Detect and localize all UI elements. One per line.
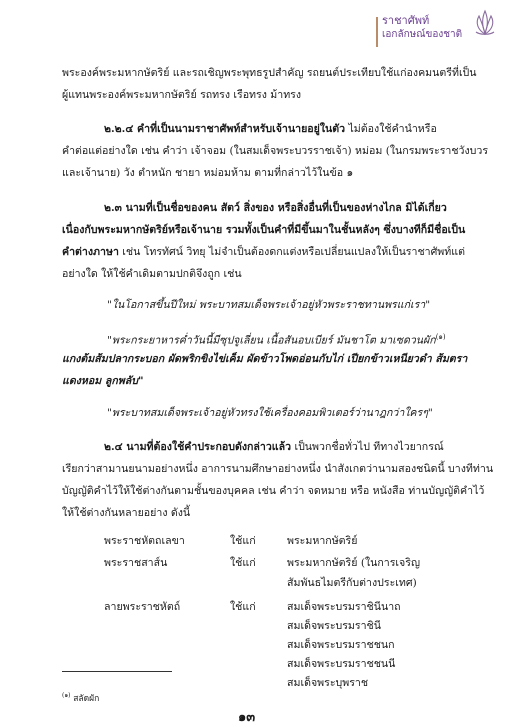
list-usage: พระมหากษัตริย์	[287, 535, 358, 547]
list-usage: สมเด็จพระบุพราช	[287, 677, 369, 689]
header-subtitle: เอกลักษณ์ของชาติ	[382, 29, 463, 40]
text-span: พระองค์พระมหากษัตริย์ และรถเชิญพระพุทธรูปสำคัญ รถยนต์ประเทียบใช้แก่องคมนตรีที่เป็น	[62, 67, 477, 79]
list-usage: พระมหากษัตริย์ (ในการเจริญ	[287, 557, 420, 569]
list-usage: สมเด็จพระบรมราชชนนี	[287, 658, 396, 670]
example-quote-2	[107, 330, 446, 348]
paragraph-line	[62, 506, 190, 520]
section-23-heading	[104, 201, 447, 215]
footnote-rule	[62, 671, 172, 672]
list-relation: ใช้แก่	[230, 601, 256, 613]
text-span: เช่น โทรทัศน์ วิทยุ ไม่จำเป็นต้องดกแต่งหรือเปลี่ยนแปลงให้เป็นราชาศัพท์แต่	[118, 246, 465, 258]
text-span: อย่างใด ให้ใช้คำเดิมตามปกติจึงถูก เช่น	[62, 268, 242, 280]
text-span: บัญญัติคำไว้ให้ใช้ต่างกันตามชั้นของบุคคล เช่น คำว่า จดหมาย หรือ หนังสือ ท่านบัญญัติคำไว้	[62, 485, 485, 497]
list-term: พระราชหัตถเลขา	[104, 535, 185, 547]
text-span: ๒.๓ นามที่เป็นชื่อของคน สัตว์ สิ่งของ หรือสิ่งอื่นที่เป็นของห่างไกล มิได้เกี่ยว	[104, 202, 447, 214]
paragraph-line	[62, 144, 488, 158]
paragraph-line	[62, 223, 465, 237]
list-usage: สัมพันธไมตรีกับต่างประเทศ)	[287, 577, 417, 589]
list-relation: ใช้แก่	[230, 557, 256, 569]
paragraph-line	[62, 88, 301, 102]
paragraph-line	[62, 245, 465, 259]
section-24-title: ๒.๔ นามที่ต้องใช้คำประกอบดังกล่าวแล้ว	[104, 441, 292, 453]
paragraph-line	[62, 352, 467, 366]
paragraph-line	[62, 462, 493, 476]
text-span: "พระบาทสมเด็จพระเจ้าอยู่หัวทรงใช้เครื่องคอมพิวเตอร์ว่านาฎกว่าใครๆ"	[107, 407, 433, 419]
text-span: "ในโอกาสขึ้นปีใหม่ พระบาทสมเด็จพระเจ้าอยู่หัวพระราชทานพรแก่เรา"	[107, 299, 431, 311]
paragraph-line	[62, 166, 353, 180]
text-span: ไม่ต้องใช้คำนำหรือ	[345, 123, 437, 135]
text-span: และเจ้านาย) วัง ตำหนัก ชายา หม่อมห้าม ตามที่กล่าวไว้ในข้อ ๑	[62, 167, 354, 179]
header-title: ราชาศัพท์	[382, 14, 430, 27]
example-quote-1	[107, 298, 430, 312]
paragraph-line	[62, 66, 477, 80]
text-span: เป็นพวกชื่อทั่วไป ทีทางไวยากรณ์	[291, 441, 444, 453]
list-relation: ใช้แก่	[230, 535, 256, 547]
footnote-text: สลัดผัก	[73, 693, 100, 704]
text-span: "พระกระยาหารค่ำวันนี้มีซุปจูเลี่ยน เนื้อสันอบเบียร์ มันชาโต มาเซดวนผัก	[107, 334, 436, 347]
text-span: ให้ใช้ต่างกันหลายอย่าง ดังนี้	[62, 507, 191, 519]
paragraph-line	[62, 267, 242, 281]
text-span: ผู้แทนพระองค์พระมหากษัตริย์ รถทรง เรือทรง ม้าทรง	[62, 89, 302, 101]
section-224-heading	[104, 122, 437, 136]
text-span: แกงต้มส้มปลากระบอก ผัดพริกขิงไข่เค็ม ผัดข้าวโพดอ่อนกับไก่ เปียกข้าวเหนียวดำ ส้มตรา	[62, 353, 468, 365]
paragraph-line	[62, 484, 484, 498]
paragraph-line	[62, 374, 144, 388]
list-usage: สมเด็จพระบรมราชชนก	[287, 639, 395, 651]
text-span: เรียกว่าสามานยนามอย่างหนึ่ง อาการนามศึกษาอย่างหนึ่ง นำสังเกตว่านามสองชนิดนี้ บางทีท่าน	[62, 463, 494, 475]
list-term: ลายพระราชหัตถ์	[104, 601, 181, 613]
lotus-logo-icon	[470, 8, 500, 38]
footnote	[62, 690, 99, 705]
page-number: ๑๓	[238, 710, 256, 725]
text-span: เนื่องกับพระมหากษัตริย์หรือเจ้านาย รวมทั้งเป็นคำที่มีขึ้นมาในชั้นหลังๆ ซึ่งบางทีก็มีชื่อเป็น	[62, 224, 466, 236]
text-span: คำต่อแต่อย่างใด เช่น คำว่า เจ้าจอม (ในสมเด็จพระบวรราชเจ้า) หม่อม (ในกรมพระราชวังบวร	[62, 145, 489, 157]
list-usage: สมเด็จพระบรมราชินีนาถ	[287, 601, 401, 613]
term-bold: คำต่างภาษา	[62, 246, 119, 258]
list-term: พระราชสาส์น	[104, 557, 168, 569]
footnote-ref: (๑)	[435, 333, 446, 341]
list-usage: สมเด็จพระบรมราชินี	[287, 620, 381, 632]
header-rule	[376, 17, 378, 47]
footnote-marker: (๑)	[62, 692, 71, 699]
section-24-heading	[104, 440, 444, 454]
example-quote-3	[107, 406, 433, 420]
text-span: แดงหอม ลูกพลับ"	[62, 375, 144, 387]
section-224-title: ๒.๒.๔ คำที่เป็นนามราชาศัพท์สำหรับเจ้านายอยู่ในตัว	[104, 123, 346, 135]
